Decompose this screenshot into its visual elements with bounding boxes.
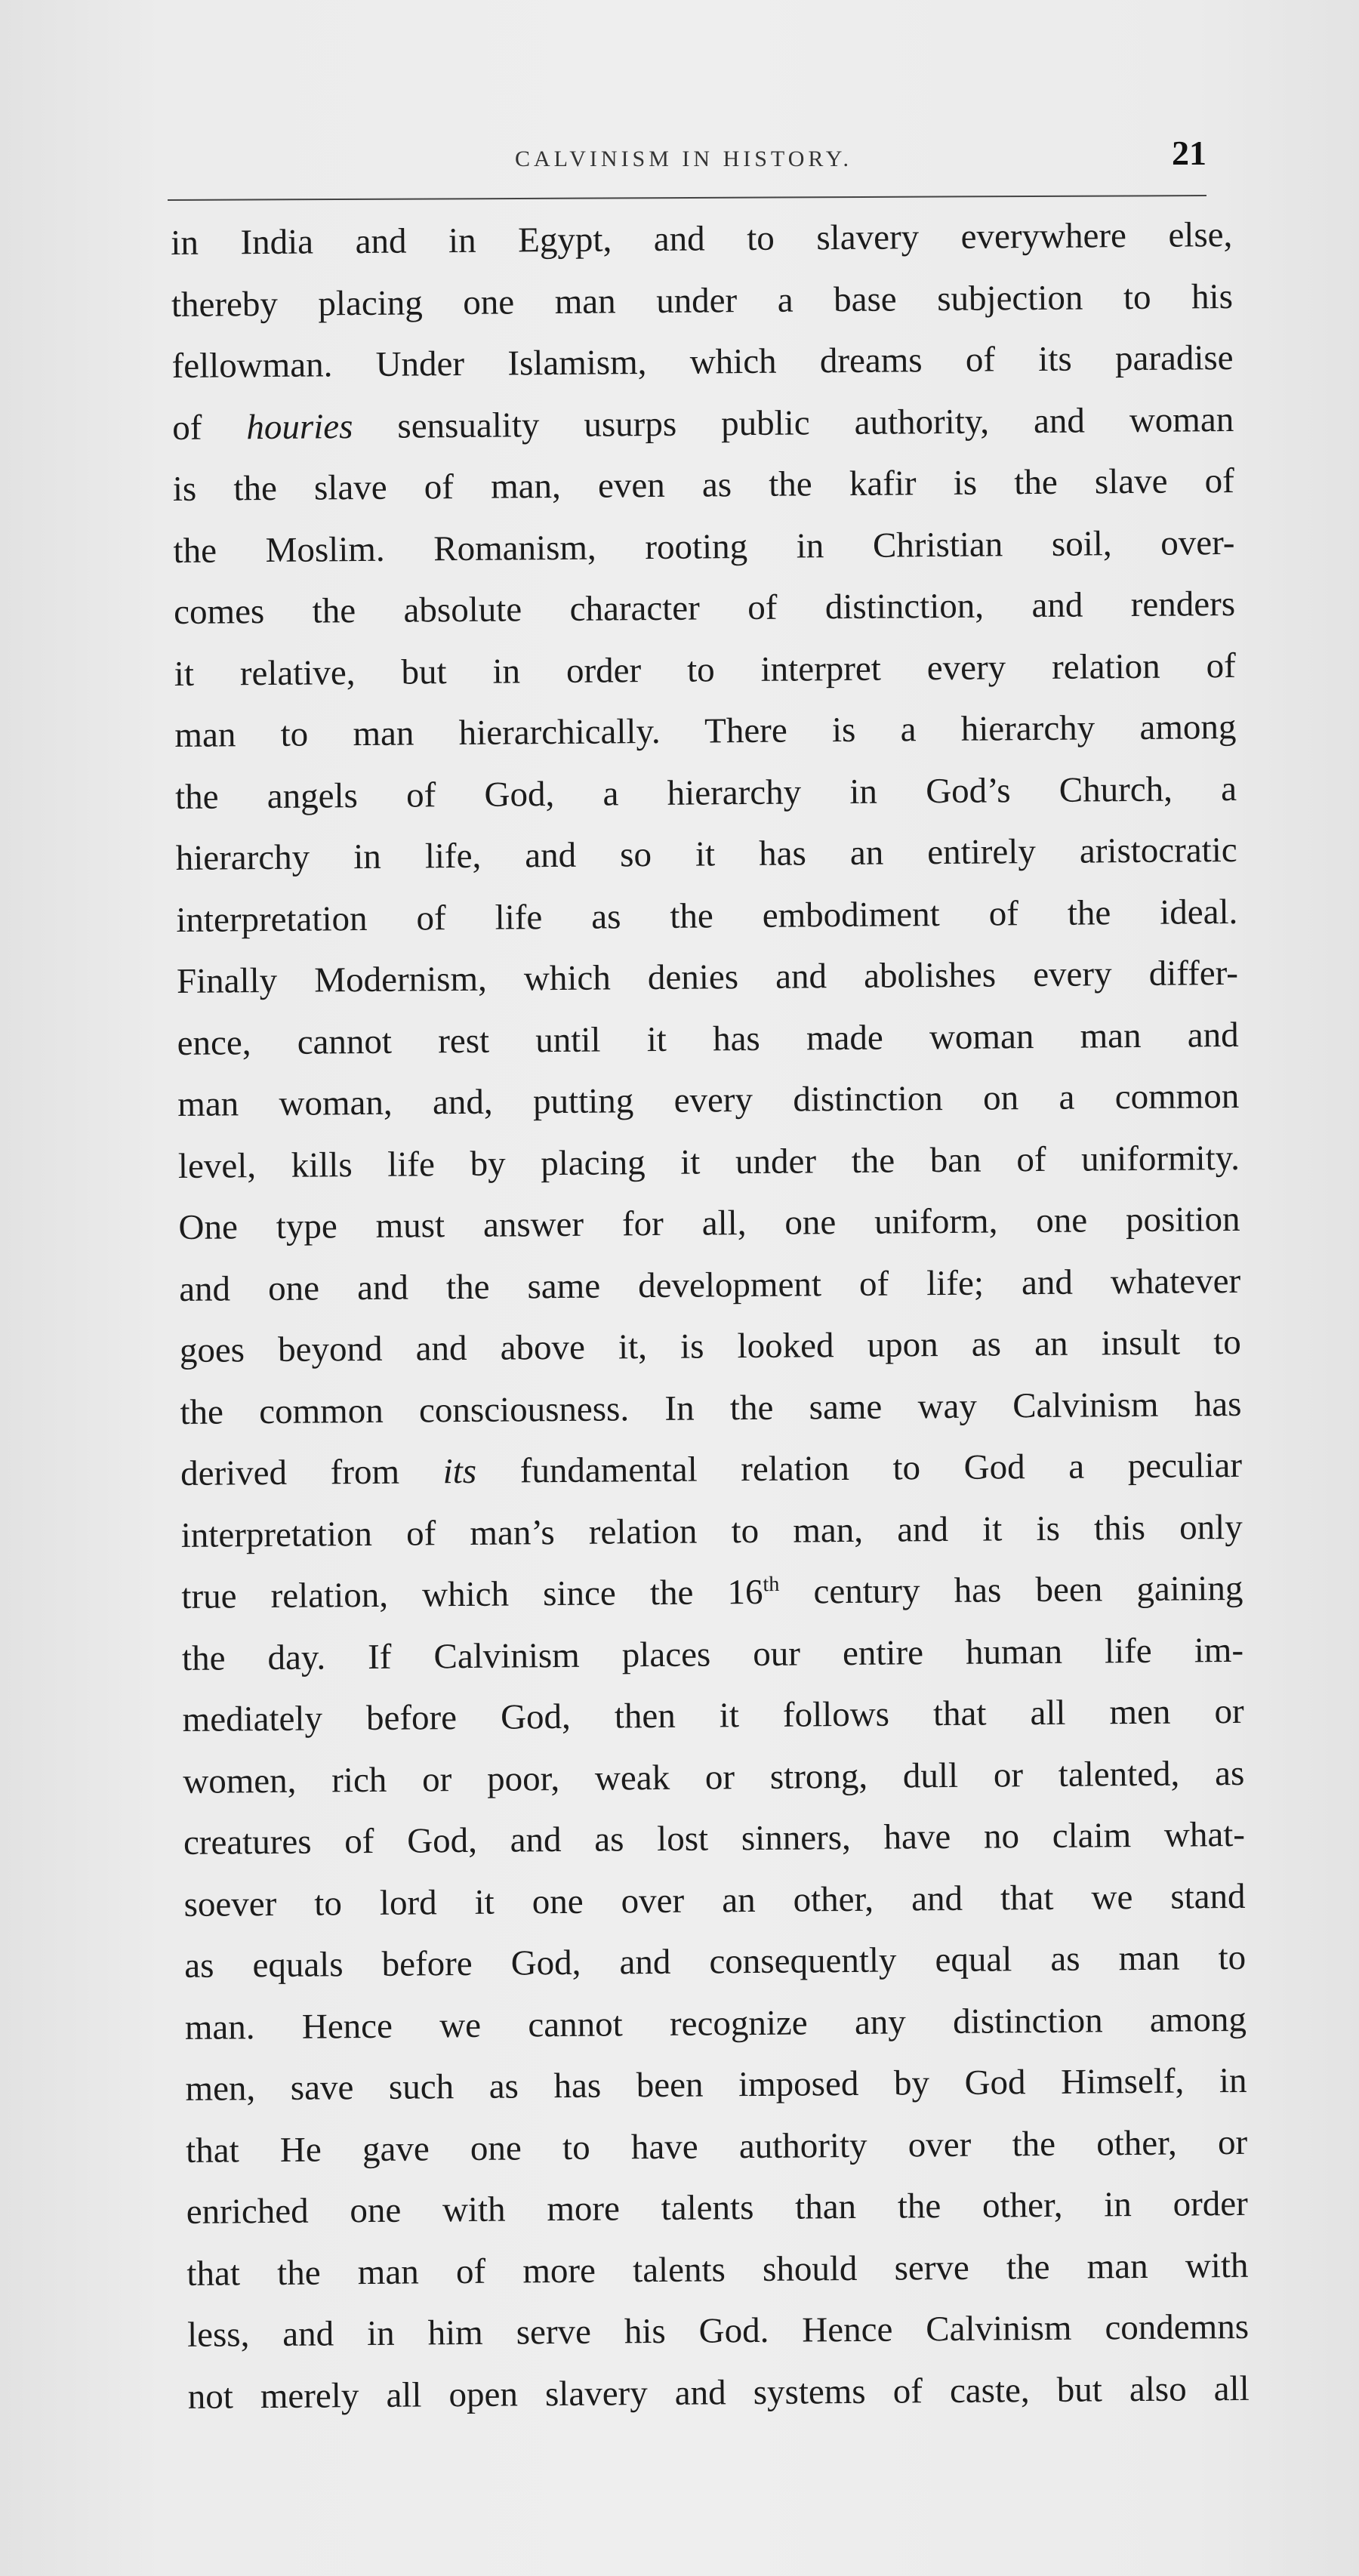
text-line: is the slave of man, even as the kafir is the slave of (172, 461, 1235, 509)
text-line: the common consciousness. In the same way Calvinism has (180, 1384, 1242, 1432)
text-line: level, kills life by placing it under the ban of uniformity. (177, 1138, 1240, 1186)
body-text (171, 205, 1250, 2428)
text-segment: derived from (180, 1452, 443, 1493)
text-line: soever to lord it one over an other, and that we stand (183, 1876, 1246, 1924)
text-line: Finally Modernism, which denies and abolishes every differ- (176, 953, 1239, 1001)
text-line: not merely all open slavery and systems of caste, but also all (187, 2368, 1250, 2417)
text-line: men, save such as has been imposed by God Himself, in (185, 2060, 1247, 2109)
text-line: the day. If Calvinism places our entire human life im- (181, 1630, 1244, 1678)
header-rule (168, 195, 1206, 201)
text-line: creatures of God, and as lost sinners, have no claim what- (183, 1814, 1246, 1863)
text-line: interpretation of man’s relation to man, and it is this only (180, 1507, 1243, 1555)
text-line: ence, cannot rest until it has made woman man and (177, 1015, 1239, 1063)
page-header (168, 133, 1206, 193)
text-line: women, rich or poor, weak or strong, dull or talented, as (183, 1753, 1245, 1801)
text-line: man woman, and, putting every distinction on a common (177, 1076, 1240, 1124)
running-title: CALVINISM IN HISTORY. (515, 146, 853, 171)
text-line: that He gave one to have authority over the other, or (185, 2122, 1248, 2171)
ordinal-superscript: th (763, 1573, 780, 1597)
text-line: as equals before God, and consequently equal as man to (184, 1937, 1247, 1986)
text-line: mediately before God, then it follows that all men or (182, 1691, 1244, 1739)
text-line: enriched one with more talents than the other, in order (186, 2183, 1248, 2232)
text-line: One type must answer for all, one uniform, one position (178, 1199, 1240, 1247)
italic-word-its: its (442, 1451, 477, 1492)
text-line: that the man of more talents should serve the man with (186, 2245, 1249, 2294)
text-line: hierarchy in life, and so it has an entirely aristocratic (175, 830, 1237, 878)
text-line: the angels of God, a hierarchy in God’s Church, a (174, 769, 1237, 817)
text-segment: sensuality usurps public authority, and woman (353, 399, 1234, 446)
text-segment: fundamental relation to God a peculiar (476, 1445, 1243, 1491)
text-line: less, and in him serve his God. Hence Calvinism condemns (186, 2306, 1250, 2355)
text-line: man. Hence we cannot recognize any distinction among (184, 1999, 1247, 2048)
text-line (180, 1435, 1243, 1505)
text-line (172, 389, 1234, 459)
text-line: and one and the same development of life; and whatever (178, 1261, 1241, 1309)
text-line: goes beyond and above it, is looked upon as an insult to (179, 1322, 1241, 1370)
text-line: the Moslim. Romanism, rooting in Christian soil, over- (173, 522, 1235, 571)
text-segment: century has been gaining (779, 1568, 1243, 1612)
text-line: thereby placing one man under a base subjection to his (171, 276, 1234, 325)
text-line: interpretation of life as the embodiment of the ideal. (176, 892, 1238, 940)
text-line (181, 1558, 1243, 1628)
italic-word-houries: houries (246, 406, 353, 447)
page-number: 21 (1172, 134, 1206, 172)
text-line: fellowman. Under Islamism, which dreams of its paradise (171, 337, 1234, 386)
text-line: in India and in Egypt, and to slavery everywhere else, (171, 214, 1233, 263)
text-line: comes the absolute character of distinction, and renders (173, 584, 1236, 632)
text-segment: of (172, 407, 247, 448)
text-line: man to man hierarchically. There is a hierarchy among (174, 707, 1237, 755)
text-segment: true relation, which since the 16 (181, 1572, 763, 1616)
text-line: it relative, but in order to interpret every relation of (174, 646, 1236, 694)
